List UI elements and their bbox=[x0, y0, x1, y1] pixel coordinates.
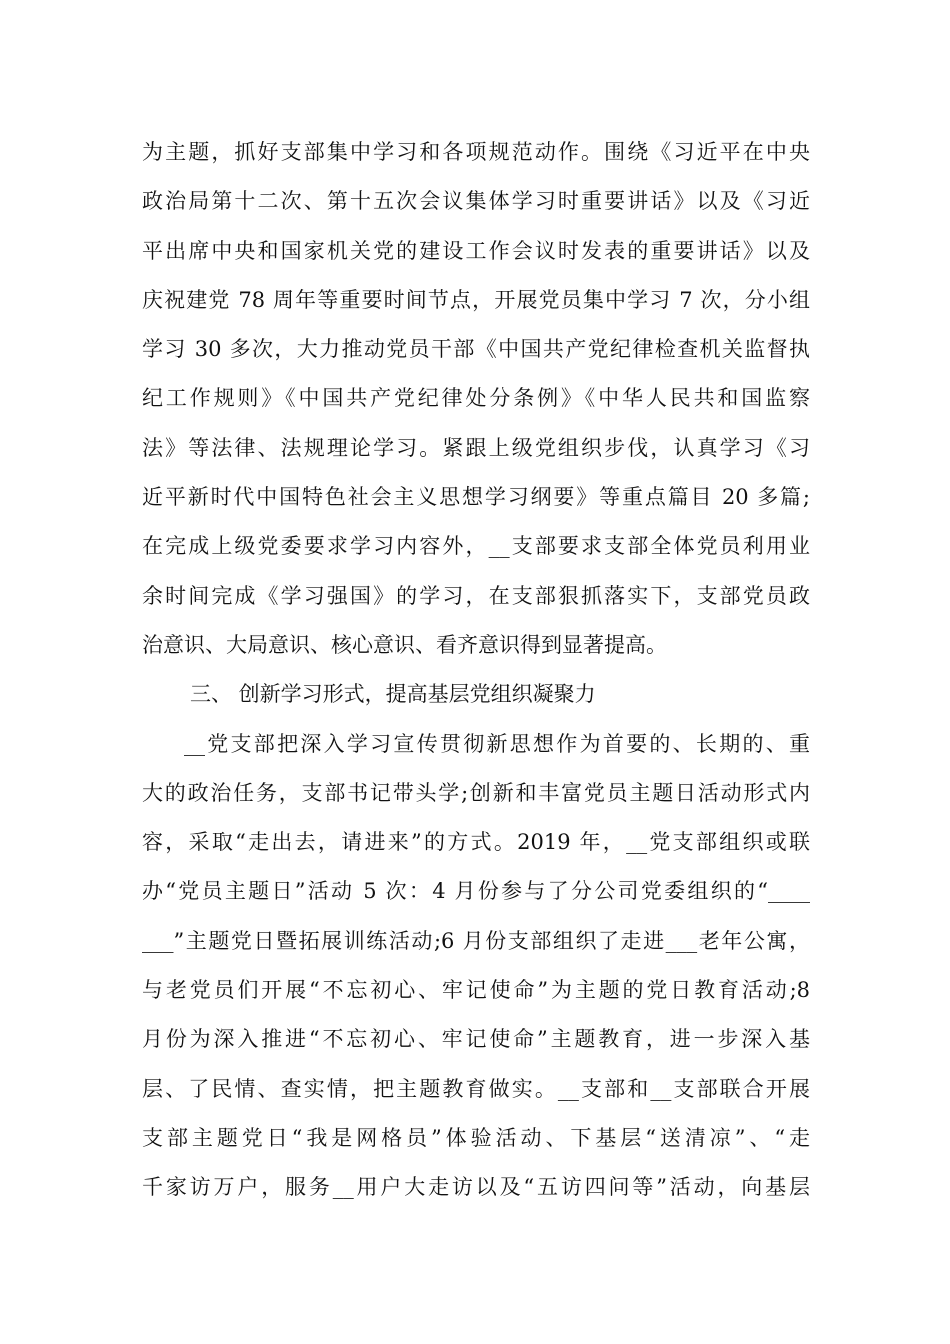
text-line: 平出席中央和国家机关党的建设工作会议时发表的重要讲话》以及 bbox=[142, 238, 810, 263]
text-line: __党支部把深入学习宣传贯彻新思想作为首要的、长期的、重 bbox=[184, 731, 810, 756]
text-line: 纪工作规则》《中国共产党纪律处分条例》《中华人民共和国监察 bbox=[142, 386, 810, 411]
text-line: 办“党员主题日”活动 5 次：4 月份参与了分公司党委组织的“____ bbox=[142, 879, 810, 904]
text-line: 千家访万户，服务__用户大走访以及“五访四问等”活动，向基层 bbox=[142, 1175, 810, 1200]
text-line: 庆祝建党 78 周年等重要时间节点，开展党员集中学习 7 次，分小组 bbox=[142, 287, 810, 312]
text-line: 月份为深入推进“不忘初心、牢记使命”主题教育，进一步深入基 bbox=[142, 1027, 810, 1052]
text-line: 在完成上级党委要求学习内容外，__支部要求支部全体党员利用业 bbox=[142, 534, 810, 559]
text-line: 大的政治任务，支部书记带头学;创新和丰富党员主题日活动形式内 bbox=[142, 780, 810, 805]
section-heading: 三、 创新学习形式，提高基层党组织凝聚力 bbox=[190, 682, 596, 707]
text-line: 近平新时代中国特色社会主义思想学习纲要》等重点篇目 20 多篇; bbox=[142, 485, 810, 510]
text-line: 与老党员们开展“不忘初心、牢记使命”为主题的党日教育活动;8 bbox=[142, 978, 810, 1003]
text-line: 层、了民情、查实情，把主题教育做实。__支部和__支部联合开展 bbox=[142, 1076, 810, 1101]
text-line: 政治局第十二次、第十五次会议集体学习时重要讲话》以及《习近 bbox=[142, 189, 810, 214]
text-line: 治意识、大局意识、核心意识、看齐意识得到显著提高。 bbox=[142, 632, 667, 657]
text-line: 学习 30 多次，大力推动党员干部《中国共产党纪律检查机关监督执 bbox=[142, 337, 810, 362]
text-line: 为主题，抓好支部集中学习和各项规范动作。围绕《习近平在中央 bbox=[142, 140, 810, 164]
document-body bbox=[142, 128, 810, 1213]
text-line: 余时间完成《学习强国》的学习，在支部狠抓落实下，支部党员政 bbox=[142, 583, 810, 608]
text-line: ___”主题党日暨拓展训练活动;6 月份支部组织了走进___老年公寓， bbox=[142, 928, 810, 953]
text-line: 容，采取“走出去，请进来”的方式。2019 年，__党支部组织或联 bbox=[142, 830, 810, 855]
text-line: 支部主题党日“我是网格员”体验活动、下基层“送清凉”、“走 bbox=[142, 1125, 810, 1150]
text-line: 法》等法律、法规理论学习。紧跟上级党组织步伐，认真学习《习 bbox=[142, 435, 810, 460]
